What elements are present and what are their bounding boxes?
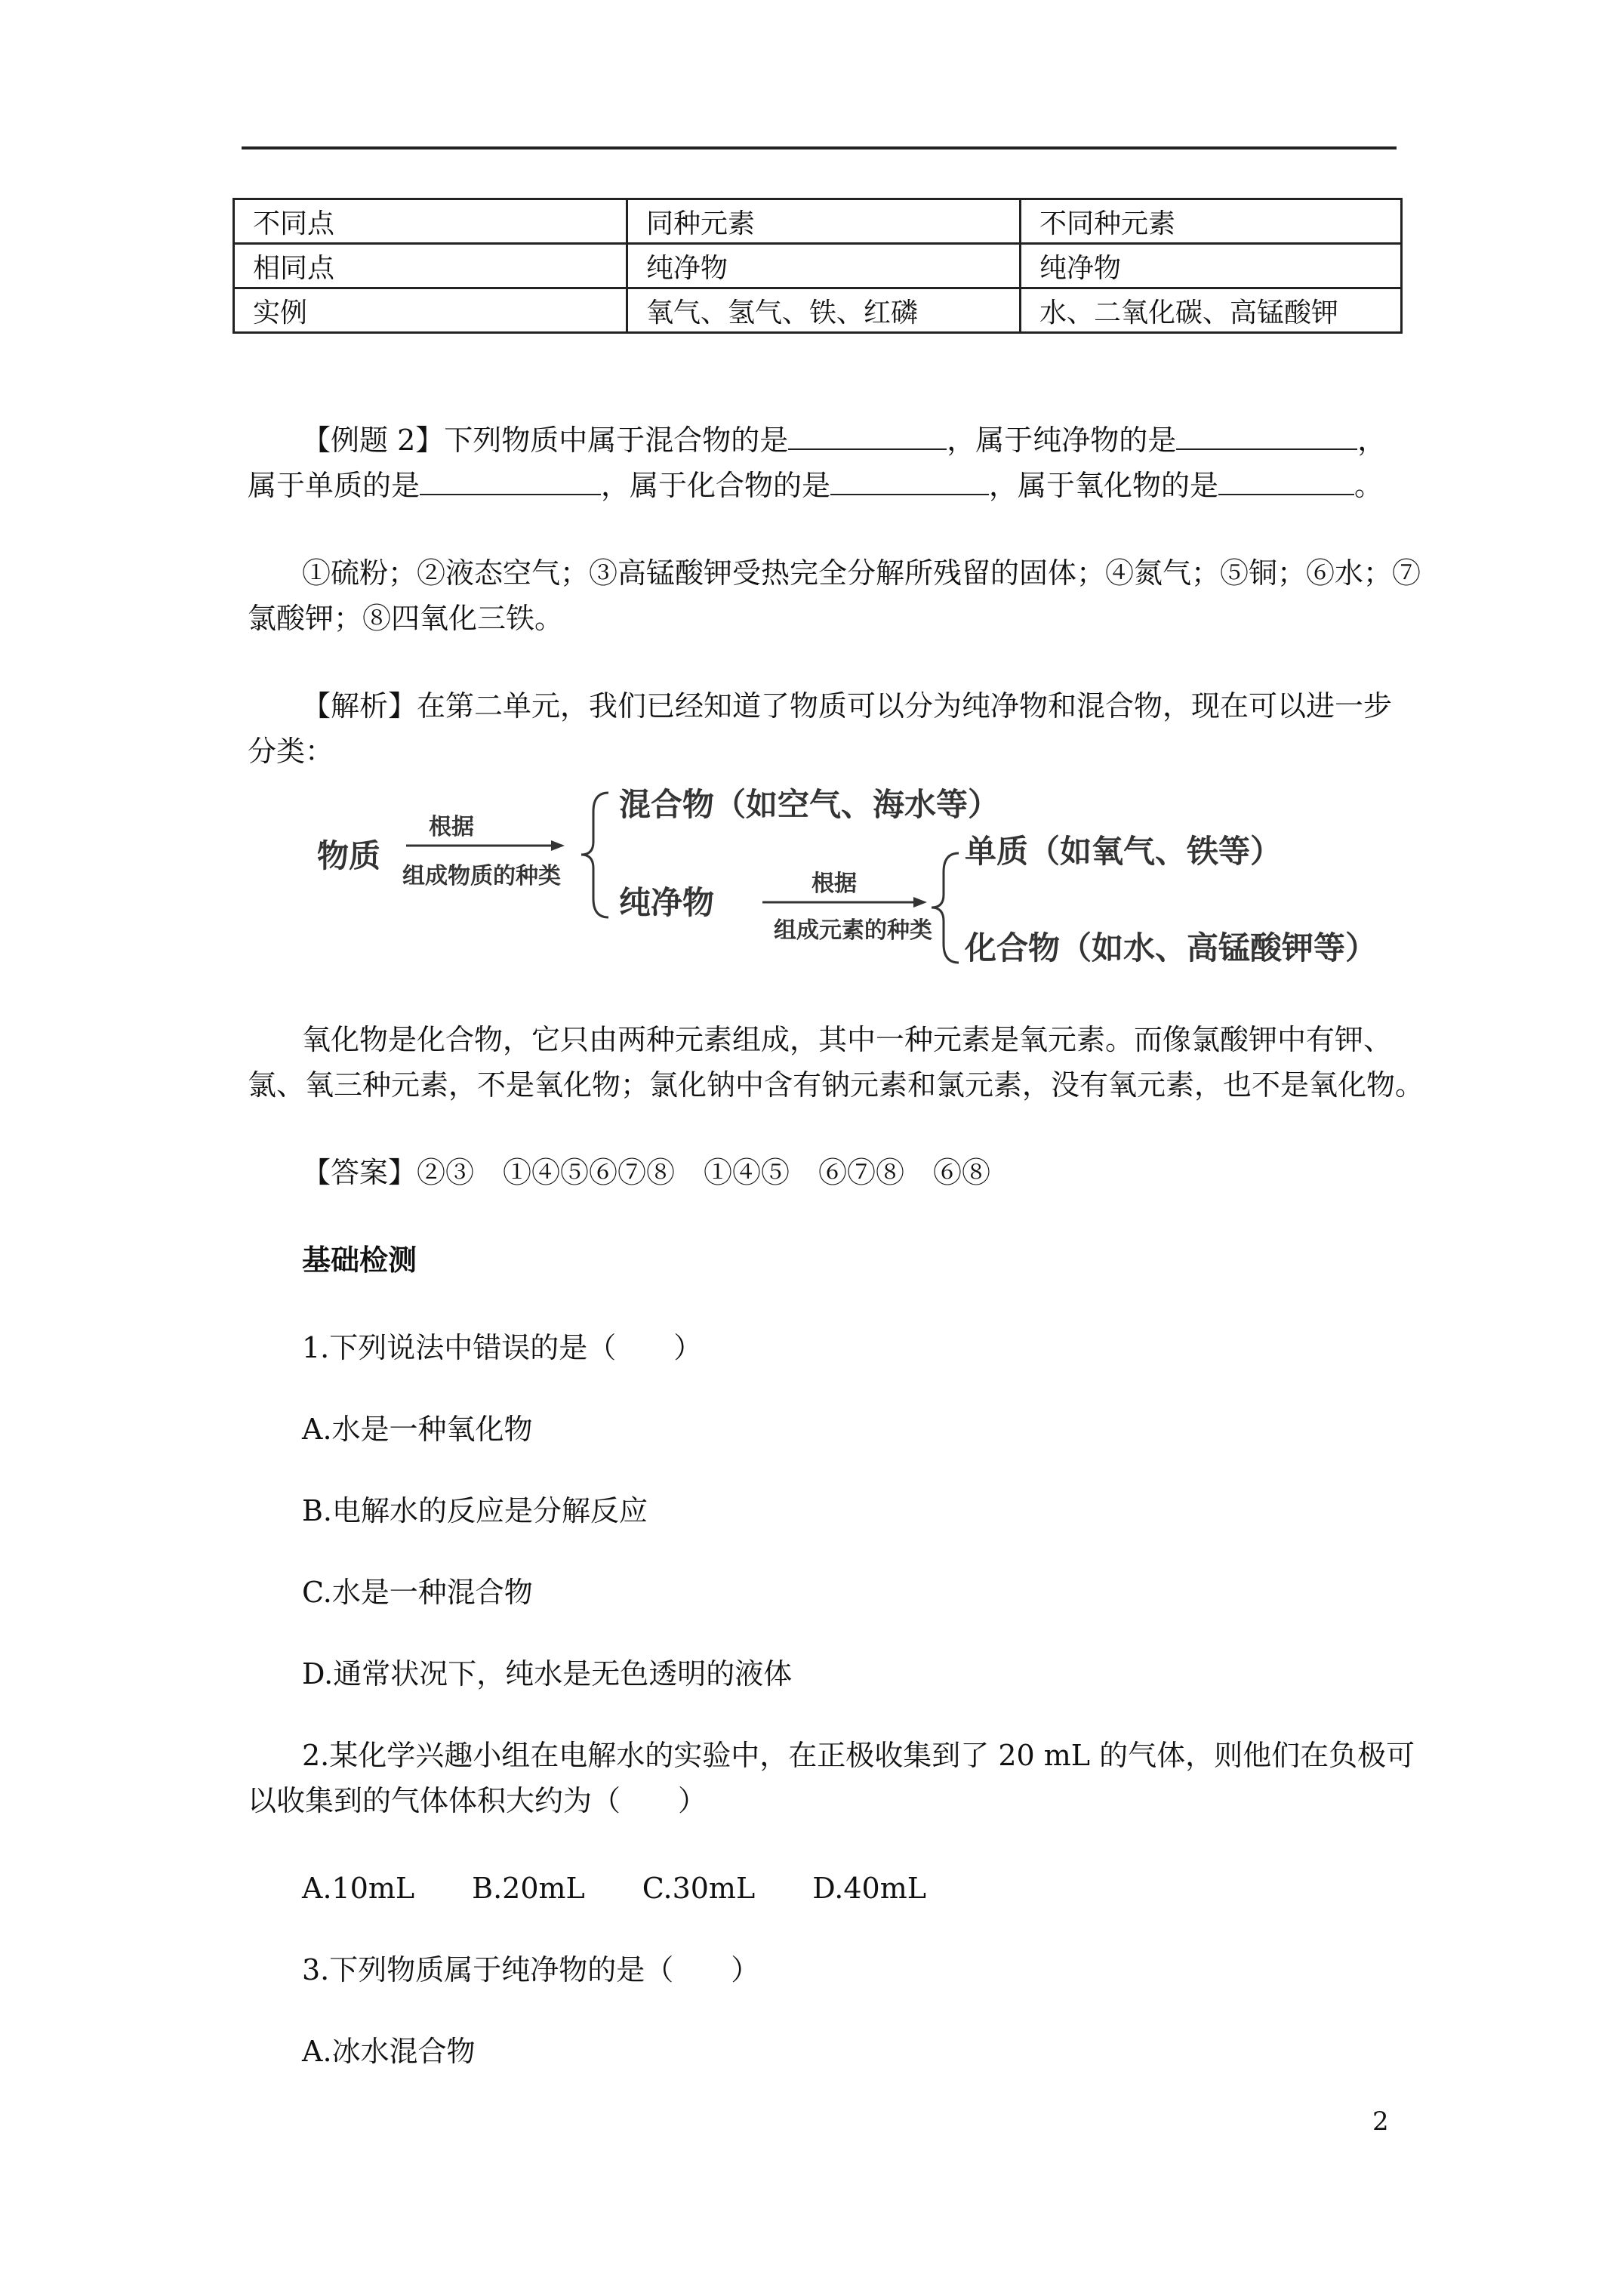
table-cell: 实例 [234,288,627,333]
text: ，属于化合物的是 [601,469,831,502]
table-cell: 同种元素 [627,199,1021,244]
text: 属于单质的是 [248,469,420,502]
table-cell: 不同点 [234,199,627,244]
options-line1: ①硫粉；②液态空气；③高锰酸钾受热完全分解所残留的固体；④氮气；⑤铜；⑥水；⑦ [302,556,1421,590]
classification-diagram [302,770,1412,974]
text: ， [1357,424,1387,457]
mixture-label: 混合物（如空气、海水等） [619,786,1000,823]
q1-stem: 1.下列说法中错误的是（ ） [302,1331,703,1364]
text: ，属于氧化物的是 [989,469,1219,502]
diagram-root: 物质 [317,837,381,874]
answer-blank[interactable] [420,468,601,495]
section-title: 基础检测 [302,1243,417,1277]
arrow2-bottom-label: 组成元素的种类 [774,917,932,944]
table-cell: 相同点 [234,244,627,288]
text: 。 [1354,469,1384,502]
analysis-line1: 【解析】在第二单元，我们已经知道了物质可以分为纯净物和混合物，现在可以进一步 [302,689,1393,723]
text: ，属于纯净物的是 [947,424,1177,457]
q2-stem-line2: 以收集到的气体体积大约为（ ） [248,1784,707,1817]
answer-blank[interactable] [830,468,989,495]
answer-blank[interactable] [1218,468,1354,495]
example2-line1 [302,417,1449,464]
header-rule [242,146,1397,149]
comparison-table [233,198,1403,334]
text: 【例题 2】下列物质中属于混合物的是 [302,424,789,457]
q1-option-a[interactable]: A.水是一种氧化物 [302,1413,533,1446]
q3-stem: 3.下列物质属于纯净物的是（ ） [302,1953,760,1986]
analysis-line2: 分类： [248,735,334,768]
table-cell: 水、二氧化碳、高锰酸钾 [1021,288,1402,333]
table-cell: 纯净物 [627,244,1021,288]
q1-option-d[interactable]: D.通常状况下，纯水是无色透明的液体 [302,1657,793,1690]
pure-label: 纯净物 [619,884,715,921]
brace-1 [581,793,608,917]
answer-blank[interactable] [788,423,947,450]
table-row [234,199,1402,244]
table-cell: 不同种元素 [1021,199,1402,244]
answer-line: 【答案】②③ ①④⑤⑥⑦⑧ ①④⑤ ⑥⑦⑧ ⑥⑧ [302,1156,991,1189]
compound-label: 化合物（如水、高锰酸钾等） [965,929,1378,966]
arrow2-head [913,897,927,908]
table-row [234,244,1402,288]
table-cell: 纯净物 [1021,244,1402,288]
answer-blank[interactable] [1176,423,1357,450]
arrow1-head [551,840,565,851]
arrow2-top-label: 根据 [812,871,857,897]
q3-option-a[interactable]: A.冰水混合物 [302,2035,476,2068]
arrow1-bottom-label: 组成物质的种类 [402,863,561,889]
oxide-note-line2: 氯、氧三种元素，不是氧化物；氯化钠中含有钠元素和氯元素，没有氧元素，也不是氧化物。 [248,1068,1424,1102]
example2-line2 [248,462,1395,509]
page-number: 2 [1372,2106,1389,2137]
element-label: 单质（如氧气、铁等） [965,833,1283,870]
arrow1-top-label: 根据 [429,814,474,840]
brace-2 [932,853,959,963]
q1-option-b[interactable]: B.电解水的反应是分解反应 [302,1494,648,1527]
oxide-note-line1: 氧化物是化合物，它只由两种元素组成，其中一种元素是氧元素。而像氯酸钾中有钾、 [302,1023,1393,1056]
q2-stem-line1: 2.某化学兴趣小组在电解水的实验中，在正极收集到了 20 mL 的气体，则他们在负极可 [302,1739,1415,1772]
table-cell: 氧气、氢气、铁、红磷 [627,288,1021,333]
options-line2: 氯酸钾；⑧四氧化三铁。 [248,602,564,635]
table-row [234,288,1402,333]
q1-option-c[interactable]: C.水是一种混合物 [302,1576,533,1609]
q2-options[interactable]: A.10mL B.20mL C.30mL D.40mL [302,1872,927,1905]
